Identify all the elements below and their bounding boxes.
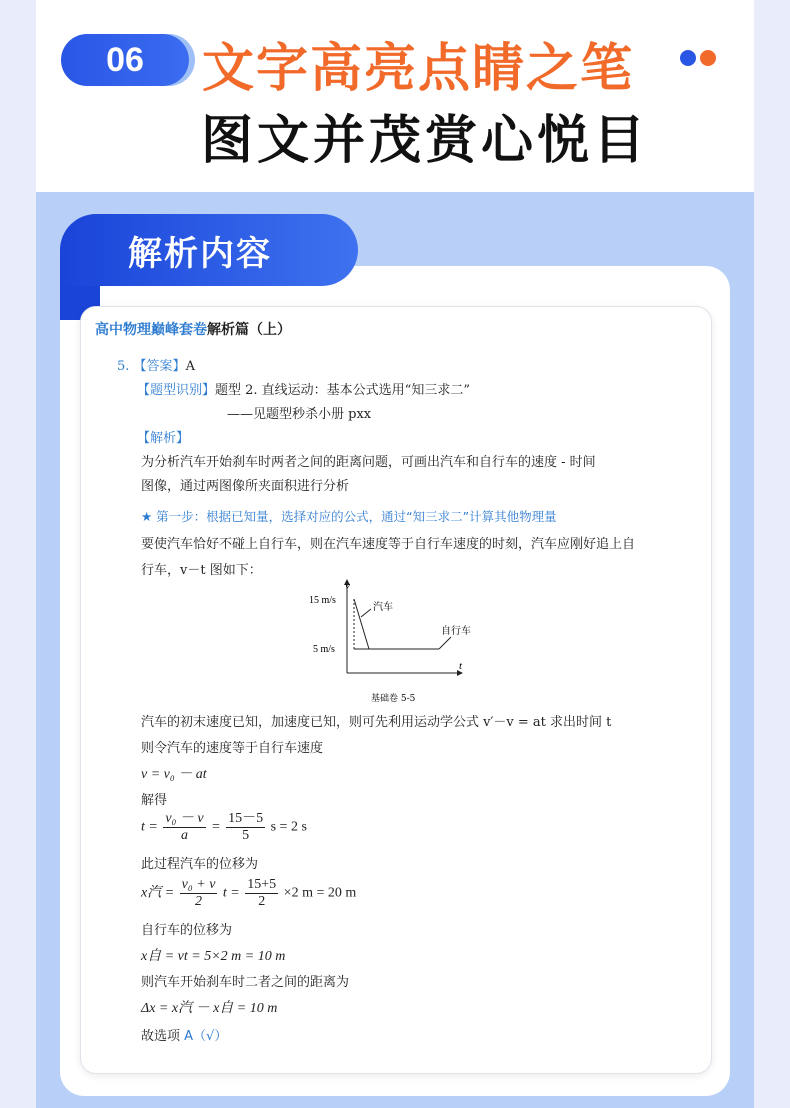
graph-caption: 基础卷 5-5 [371,694,416,704]
paper-header-book: 高中物理巅峰套卷 [95,322,207,338]
eq2-f1-den: a [180,828,188,843]
eq2-mid: = [211,819,221,835]
paper-header-part: 解析篇（上） [207,322,291,338]
answer-sheet [80,306,712,1074]
analysis-line-2: 图像，通过两图像所夹面积进行分析 [141,479,350,494]
equation-1: v = v₀ － at [141,767,207,782]
orange-dot-icon [700,50,716,66]
type-line [137,379,470,398]
type-ref: ——见题型秒杀小册 pxx [227,407,372,422]
eq2-rhs: s = 2 s [270,819,307,835]
paragraph-5: 此过程汽车的位移为 [141,857,259,872]
bike-leader [439,637,451,649]
x-axis-label: t [459,660,463,672]
header [36,0,754,192]
eq2-f1-num: v₀ － v [165,811,204,826]
eq3-fraction-1 [180,877,218,910]
eq3-f1-num: v₀ + v [181,877,216,892]
eq3-f2-num: 15+5 [247,877,277,892]
y-axis-label: v [345,580,350,592]
eq2-lhs: t = [141,819,158,835]
paragraph-1-line-1: 要使汽车恰好不碰上自行车，则在汽车速度等于自行车速度的时刻，汽车应刚好追上自 [141,537,636,552]
type-tag: 【题型识别】 [137,383,216,398]
decor-dots [680,50,716,66]
paragraph-3: 则令汽车的速度等于自行车速度 [141,741,324,756]
paper-header [95,319,291,339]
header-title: 文字高亮点睛之笔 [202,39,635,99]
tick-5: 5 m/s [313,644,335,655]
bike-label: 自行车 [441,626,471,637]
answer-tag: 【答案】 [133,359,186,374]
paragraph-6: 自行车的位移为 [141,923,233,938]
answer-line [117,355,195,374]
equation-5: Δx = x汽 － x自 = 10 m [141,1001,278,1016]
final-answer: A（√） [184,1029,228,1044]
type-text: 题型 2. 直线运动：基本公式选用“知三求二” [215,383,470,398]
eq3-mid: t = [222,885,240,901]
eq3-lhs: x汽 = [141,885,175,901]
blue-dot-icon [680,50,696,66]
tick-15: 15 m/s [309,595,336,606]
section-tab: 解析内容 [60,214,358,286]
paragraph-2: 汽车的初末速度已知，加速度已知，则可先利用运动学公式 v′－v = at 求出时间 t [141,715,612,730]
eq2-f2-num: 15－5 [228,811,264,826]
paragraph-1-line-2: 行车，v－t 图如下： [141,563,262,578]
car-line [354,599,439,649]
eq2-fraction-2 [226,811,265,844]
analysis-line-1: 为分析汽车开始刹车时两者之间的距离问题，可画出汽车和自行车的速度 - 时间 [141,455,596,470]
analysis-tag: 【解析】 [137,431,190,446]
eq3-f2-den: 2 [258,894,266,909]
paragraph-4: 解得 [141,793,168,808]
car-label: 汽车 [373,602,393,613]
eq2-fraction-1 [163,811,205,844]
vt-graph [309,577,479,707]
question-number: 5. [117,359,130,374]
final-answer-line [141,1025,227,1044]
equation-2 [141,811,307,844]
eq2-f2-den: 5 [242,828,250,843]
eq3-f1-den: 2 [195,894,203,909]
step-1-heading: ★ 第一步：根据已知量，选择对应的公式，通过“知三求二”计算其他物理量 [141,509,557,524]
final-text: 故选项 [141,1029,181,1044]
eq3-fraction-2 [245,877,278,910]
car-leader [361,609,371,617]
eq3-rhs: ×2 m = 20 m [283,885,357,901]
section-number-badge: 06 [61,34,189,86]
answer-value: A [185,359,195,374]
equation-3 [141,877,356,910]
header-subtitle: 图文并茂赏心悦目 [201,111,650,171]
equation-4: x自 = vt = 5×2 m = 10 m [141,949,286,964]
paragraph-7: 则汽车开始刹车时二者之间的距离为 [141,975,350,990]
